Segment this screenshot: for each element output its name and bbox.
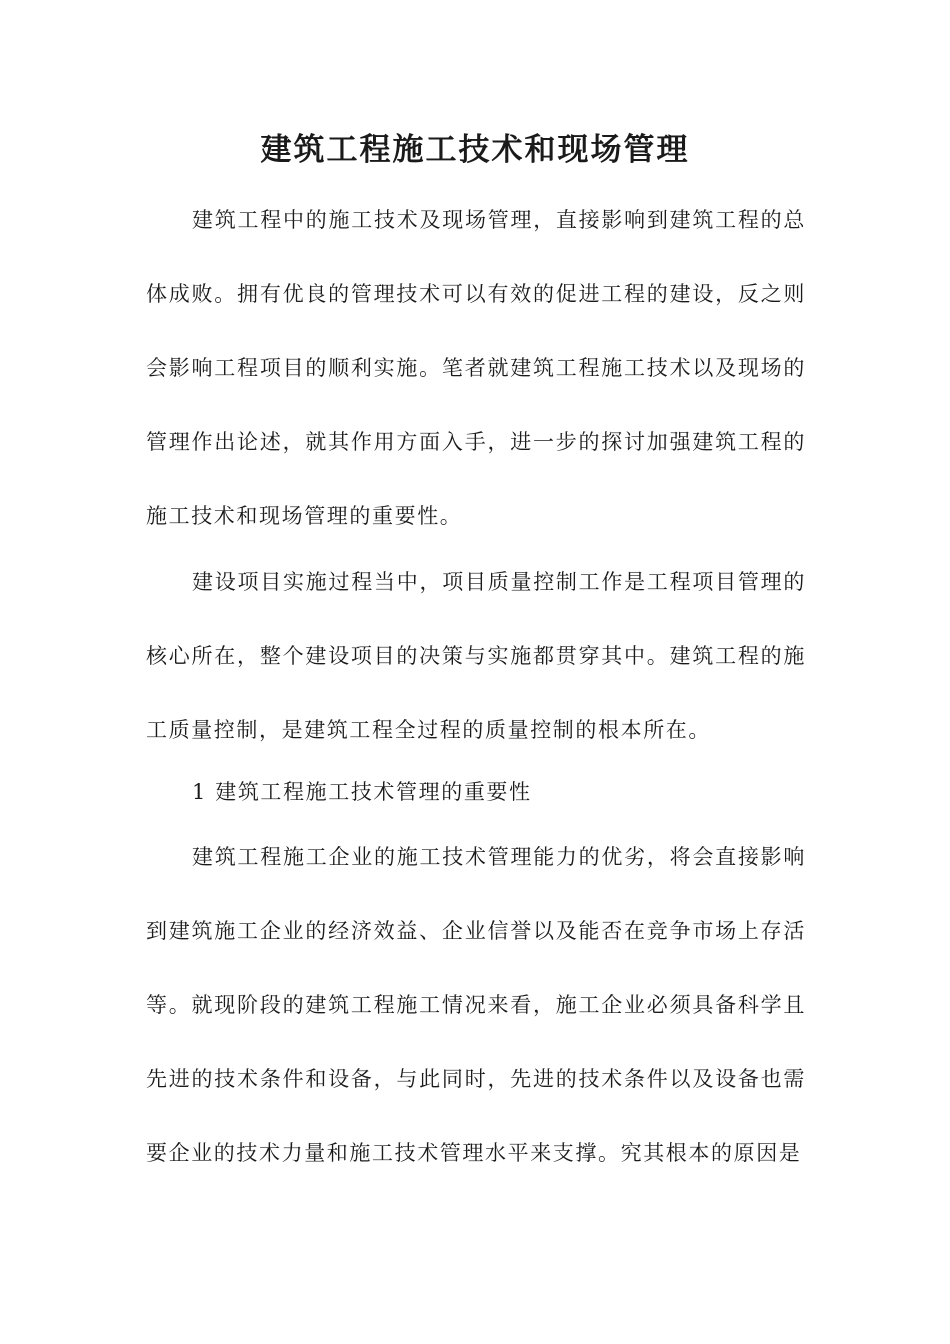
section-heading: 1 建筑工程施工技术管理的重要性: [192, 780, 532, 804]
paragraph-section-body: 建筑工程施工企业的施工技术管理能力的优劣，将会直接影响到建筑施工企业的经济效益、企业信誉以及能否在竞争市场上存活等。就现阶段的建筑工程施工情况来看，施工企业必须具备科学且先进的技术条件和设备，与此同时，先进的技术条件以及设备也需要企业的技术力量和施工技术管理水平来支撑。究其根本的原因是: [146, 845, 806, 1165]
document-title: 建筑工程施工技术和现场管理: [260, 132, 690, 168]
paragraph-quality-control: 建设项目实施过程当中，项目质量控制工作是工程项目管理的核心所在，整个建设项目的决策与实施都贯穿其中。建筑工程的施工质量控制，是建筑工程全过程的质量控制的根本所在。: [146, 570, 806, 742]
paragraph-intro: 建筑工程中的施工技术及现场管理，直接影响到建筑工程的总体成败。拥有优良的管理技术可以有效的促进工程的建设，反之则会影响工程项目的顺利实施。笔者就建筑工程施工技术以及现场的管理作出论述，就其作用方面入手，进一步的探讨加强建筑工程的施工技术和现场管理的重要性。: [146, 208, 806, 528]
